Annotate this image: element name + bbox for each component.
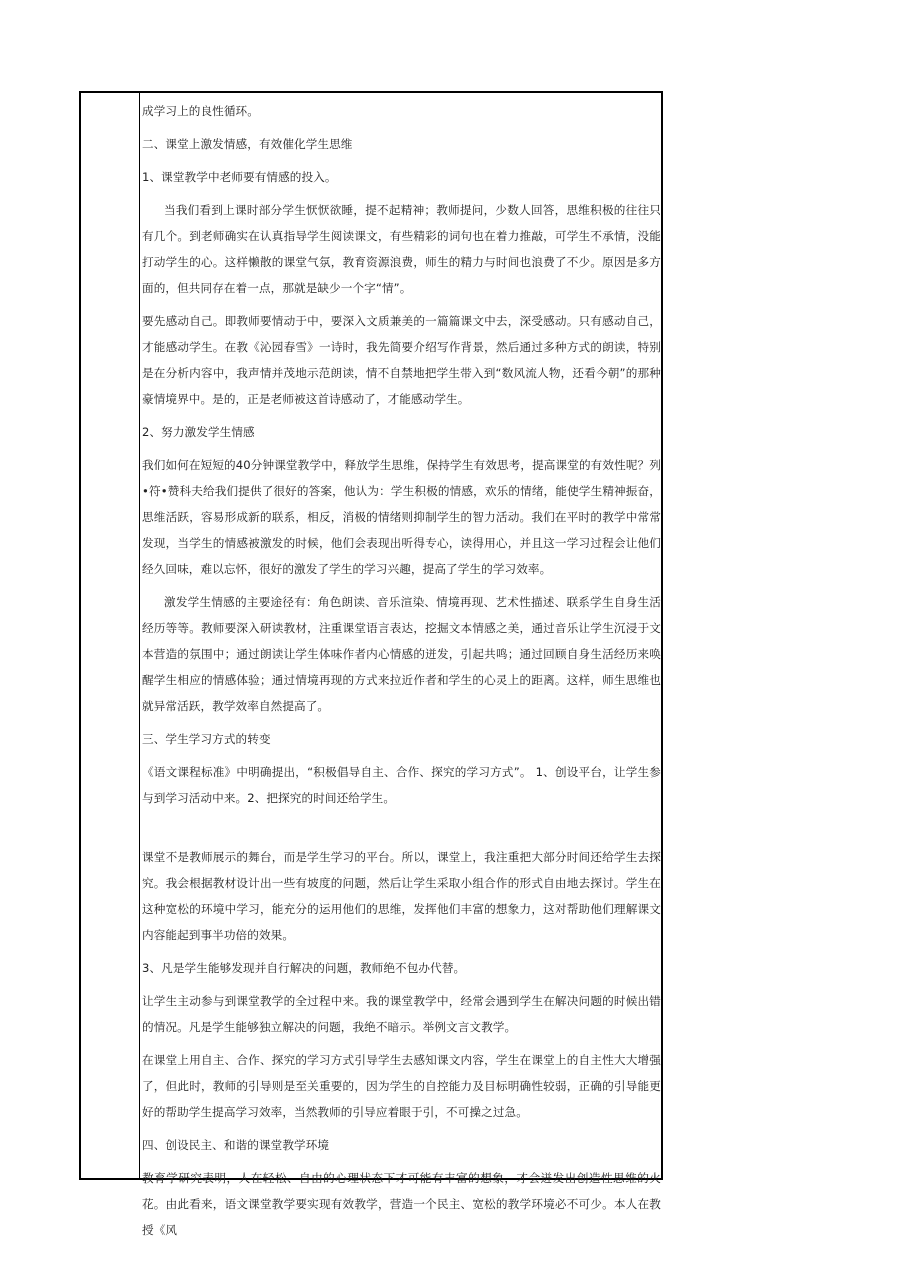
paragraph-1: 成学习上的良性循环。 — [142, 104, 259, 118]
document-table — [79, 91, 663, 1237]
left-column — [81, 93, 140, 1178]
subheading-2-1: 1、课堂教学中老师要有情感的投入。 — [142, 170, 337, 184]
paragraph-5: 要先感动自己。即教师要情动于中，要深入文质兼美的一篇篇课文中去，深受感动。只有感动自己，才能感动学生。在教《沁园春雪》一诗时，我先简要介绍写作背景，然后通过多种方式的朗读，特别是在分析内容中，我声情并茂地示范朗读，情不自禁地把学生带入到“数风流人物，还看今朝”的那种豪情境界中。是的，正是老师被这首诗感动了，才能感动学生。 — [142, 314, 661, 406]
section-heading-4: 四、创设民主、和谐的课堂教学环境 — [142, 1138, 330, 1152]
paragraph-10: 《语文课程标准》中明确提出，“积极倡导自主、合作、探究的学习方式”。 1、创设平台，让学生参与到学习活动中来。2、把探究的时间还给学生。 — [142, 765, 661, 805]
section-heading-3: 三、学生学习方式的转变 — [142, 732, 271, 746]
paragraph-4: 当我们看到上课时部分学生恹恹欲睡，提不起精神；教师提问，少数人回答，思维积极的往往只有几个。到老师确实在认真指导学生阅读课文，有些精彩的词句也在着力推敲，可学生不承情，没能打动学生的心。这样懒散的课堂气氛，教育资源浪费，师生的精力与时间也浪费了不少。原因是多方面的，但共同存在着一点，那就是缺少一个字“情”。 — [142, 203, 661, 295]
paragraph-17: 教育学研究表明，人在轻松、自由的心理状态下才可能有丰富的想象，才会迸发出创造性思维的火花。由此看来，语文课堂教学要实现有效教学，营造一个民主、宽松的教学环境必不可少。本人在教授《风 — [142, 1171, 661, 1237]
blank-line — [142, 818, 661, 844]
subheading-3-3: 3、凡是学生能够发现并自行解决的问题，教师绝不包办代替。 — [142, 961, 466, 975]
content-column — [140, 93, 661, 1237]
paragraph-8: 激发学生情感的主要途径有：角色朗读、音乐渲染、情境再现、艺术性描述、联系学生自身生活经历等等。教师要深入研读教材，注重课堂语言表达，挖掘文本情感之美，通过音乐让学生沉浸于文本营造的氛围中；通过朗读让学生体味作者内心情感的迸发，引起共鸣；通过回顾自身生活经历来唤醒学生相应的情感体验；通过情境再现的方式来拉近作者和学生的心灵上的距离。这样，师生思维也就异常活跃，教学效率自然提高了。 — [142, 595, 661, 713]
paragraph-7: 我们如何在短短的40分钟课堂教学中，释放学生思维，保持学生有效思考，提高课堂的有效性呢？列•符•赞科夫给我们提供了很好的答案，他认为：学生积极的情感，欢乐的情绪，能使学生精神振奋，思维活跃，容易形成新的联系，相反，消极的情绪则抑制学生的智力活动。我们在平时的教学中常常发现，当学生的情感被激发的时候，他们会表现出听得专心，读得用心，并且这一学习过程会让他们经久回味，难以忘怀，很好的激发了学生的学习兴趣，提高了学生的学习效率。 — [142, 458, 661, 576]
paragraph-15: 在课堂上用自主、合作、探究的学习方式引导学生去感知课文内容，学生在课堂上的自主性大大增强了，但此时，教师的引导则是至关重要的，因为学生的自控能力及目标明确性较弱，正确的引导能更好的帮助学生提高学习效率，当然教师的引导应着眼于引，不可操之过急。 — [142, 1053, 661, 1119]
section-heading-2: 二、课堂上激发情感，有效催化学生思维 — [142, 137, 353, 151]
paragraph-14: 让学生主动参与到课堂教学的全过程中来。我的课堂教学中，经常会遇到学生在解决问题的时候出错的情况。凡是学生能够独立解决的问题，我绝不暗示。举例文言文教学。 — [142, 994, 661, 1034]
subheading-2-2: 2、努力激发学生情感 — [142, 425, 255, 439]
paragraph-12: 课堂不是教师展示的舞台，而是学生学习的平台。所以，课堂上，我注重把大部分时间还给学生去探究。我会根据教材设计出一些有坡度的问题，然后让学生采取小组合作的形式自由地去探讨。学生在这种宽松的环境中学习，能充分的运用他们的思维，发挥他们丰富的想象力，这对帮助他们理解课文内容能起到事半功倍的效果。 — [142, 850, 661, 942]
